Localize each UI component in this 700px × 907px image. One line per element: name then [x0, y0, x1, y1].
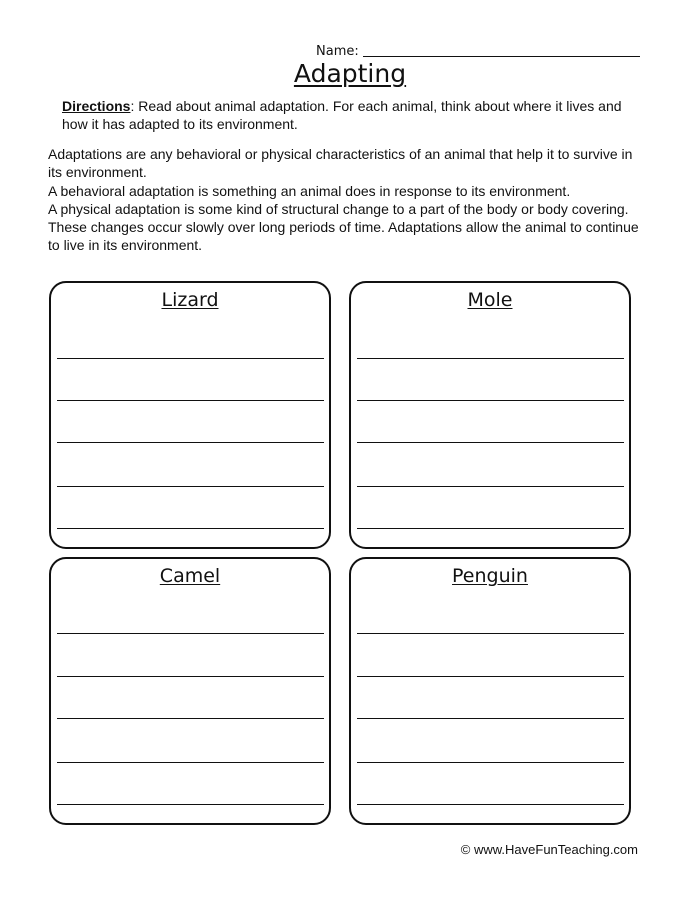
- box-lizard: [49, 281, 331, 549]
- directions: [62, 97, 642, 133]
- box-title-penguin: Penguin: [452, 565, 528, 587]
- writing-line[interactable]: [57, 442, 324, 443]
- writing-line[interactable]: [357, 804, 624, 805]
- name-input-line[interactable]: [363, 56, 640, 57]
- writing-line[interactable]: [357, 633, 624, 634]
- name-row: [316, 40, 640, 60]
- box-title-mole: Mole: [467, 289, 513, 311]
- writing-line[interactable]: [57, 486, 324, 487]
- box-camel: [49, 557, 331, 825]
- writing-line[interactable]: [57, 358, 324, 359]
- intro-paragraph: A behavioral adaptation is something an animal does in response to its environment.: [48, 182, 571, 199]
- writing-line[interactable]: [357, 718, 624, 719]
- intro-paragraph: These changes occur slowly over long periods of time. Adaptations allow the animal to continue to live in its environment.: [48, 219, 639, 254]
- intro-paragraph: Adaptations are any behavioral or physical characteristics of an animal that help it to survive in its environment.: [48, 146, 633, 181]
- writing-line[interactable]: [57, 633, 324, 634]
- writing-line[interactable]: [57, 400, 324, 401]
- writing-line[interactable]: [357, 358, 624, 359]
- intro-paragraph: A physical adaptation is some kind of structural change to a part of the body or body covering.: [48, 200, 629, 217]
- writing-line[interactable]: [57, 718, 324, 719]
- writing-line[interactable]: [357, 528, 624, 529]
- writing-line[interactable]: [357, 486, 624, 487]
- box-mole: [349, 281, 631, 549]
- writing-line[interactable]: [57, 762, 324, 763]
- writing-line[interactable]: [357, 400, 624, 401]
- directions-label: Directions: [62, 98, 131, 114]
- page-title: Adapting: [293, 59, 407, 88]
- directions-text: : Read about animal adaptation. For each animal, think about where it lives and how it has adapted to its environment.: [62, 98, 622, 132]
- box-title-camel: Camel: [159, 565, 221, 587]
- name-label: Name:: [316, 44, 359, 59]
- box-title-lizard: Lizard: [161, 289, 219, 311]
- box-penguin: [349, 557, 631, 825]
- footer-copyright: © www.HaveFunTeaching.com: [460, 842, 638, 857]
- writing-line[interactable]: [357, 676, 624, 677]
- writing-line[interactable]: [57, 804, 324, 805]
- writing-line[interactable]: [57, 528, 324, 529]
- writing-line[interactable]: [357, 442, 624, 443]
- writing-line[interactable]: [357, 762, 624, 763]
- intro-text: [48, 145, 648, 255]
- writing-line[interactable]: [57, 676, 324, 677]
